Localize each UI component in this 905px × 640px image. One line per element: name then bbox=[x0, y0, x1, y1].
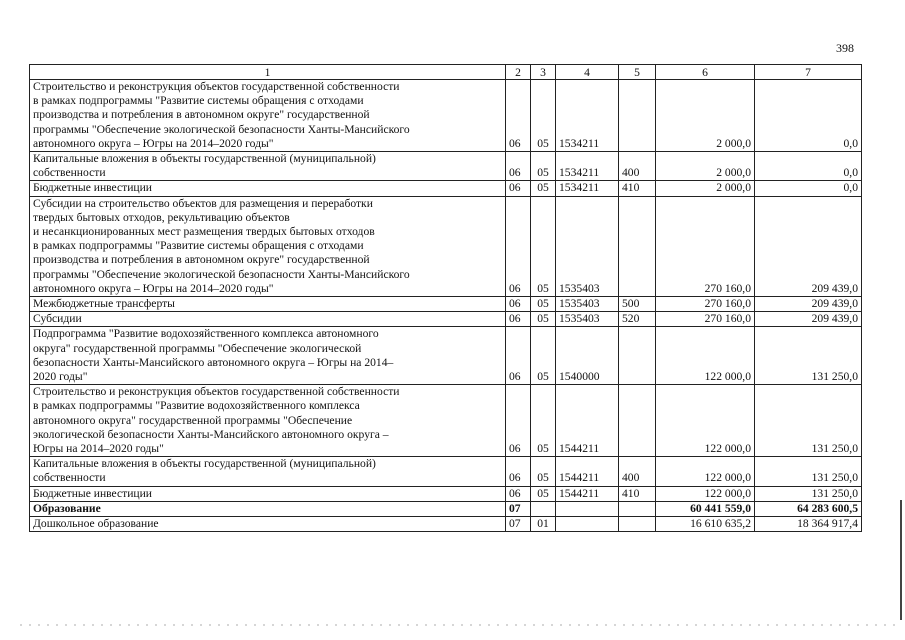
row-section-cell: 06 bbox=[506, 196, 531, 296]
row-subsection-cell: 05 bbox=[531, 385, 556, 457]
row-name-line: Бюджетные инвестиции bbox=[33, 181, 153, 195]
row-name-cell bbox=[30, 80, 506, 152]
row-subsection-cell: 05 bbox=[531, 457, 556, 486]
header-col-1: 1 bbox=[30, 65, 506, 80]
row-name-line: безопасности Ханты-Мансийского автономного округа – Югры на 2014– bbox=[33, 355, 394, 369]
row-sum-2014-cell: 16 610 635,2 bbox=[656, 517, 755, 532]
header-col-4: 4 bbox=[556, 65, 619, 80]
row-sum-2014-cell: 2 000,0 bbox=[656, 152, 755, 181]
row-section-cell: 06 bbox=[506, 297, 531, 312]
row-subsection-cell: 05 bbox=[531, 486, 556, 501]
row-code-cell: 1544211 bbox=[556, 385, 619, 457]
row-sum-2015-cell: 131 250,0 bbox=[755, 385, 862, 457]
row-name-line: в рамках подпрограммы "Развитие системы обращения с отходами bbox=[33, 239, 364, 253]
row-name-line: автономного округа – Югры на 2014–2020 годы" bbox=[33, 136, 274, 150]
row-name-line: в рамках подпрограммы "Развитие водохозяйственного комплекса bbox=[33, 399, 360, 413]
row-code-cell: 1535403 bbox=[556, 196, 619, 296]
page-number: 398 bbox=[836, 41, 854, 55]
row-type-cell bbox=[619, 196, 656, 296]
row-type-cell bbox=[619, 80, 656, 152]
row-name-line: Подпрограмма "Развитие водохозяйственного комплекса автономного bbox=[33, 327, 379, 341]
header-col-5: 5 bbox=[619, 65, 656, 80]
row-name-line: Субсидии на строительство объектов для размещения и переработки bbox=[33, 196, 373, 210]
table-row bbox=[30, 312, 862, 327]
header-col-6: 6 bbox=[656, 65, 755, 80]
row-name-cell bbox=[30, 181, 506, 196]
row-section-cell: 07 bbox=[506, 501, 531, 516]
row-sum-2015-cell: 64 283 600,5 bbox=[755, 501, 862, 516]
row-name-cell bbox=[30, 297, 506, 312]
table-row bbox=[30, 196, 862, 296]
table-row bbox=[30, 297, 862, 312]
row-subsection-cell bbox=[531, 501, 556, 516]
row-name-line: Дошкольное образование bbox=[33, 517, 159, 531]
row-code-cell bbox=[556, 501, 619, 516]
row-code-cell: 1534211 bbox=[556, 181, 619, 196]
table-row bbox=[30, 517, 862, 532]
row-type-cell: 500 bbox=[619, 297, 656, 312]
row-sum-2014-cell: 2 000,0 bbox=[656, 80, 755, 152]
row-name-line: Строительство и реконструкция объектов государственной собственности bbox=[33, 385, 400, 399]
row-name-line: программы "Обеспечение экологической безопасности Ханты-Мансийского bbox=[33, 122, 410, 136]
row-section-cell: 06 bbox=[506, 152, 531, 181]
row-subsection-cell: 01 bbox=[531, 517, 556, 532]
row-name-line: Капитальные вложения в объекты государственной (муниципальной) bbox=[33, 457, 376, 471]
row-name-cell bbox=[30, 385, 506, 457]
row-sum-2015-cell: 209 439,0 bbox=[755, 312, 862, 327]
row-subsection-cell: 05 bbox=[531, 312, 556, 327]
row-name-cell bbox=[30, 152, 506, 181]
table-row bbox=[30, 501, 862, 516]
row-sum-2014-cell: 122 000,0 bbox=[656, 486, 755, 501]
table-row bbox=[30, 152, 862, 181]
row-subsection-cell: 05 bbox=[531, 181, 556, 196]
row-name-line: Межбюджетные трансферты bbox=[33, 297, 175, 311]
row-name-line: в рамках подпрограммы "Развитие системы обращения с отходами bbox=[33, 94, 364, 108]
row-name-line: программы "Обеспечение экологической безопасности Ханты-Мансийского bbox=[33, 267, 410, 281]
row-sum-2014-cell: 2 000,0 bbox=[656, 181, 755, 196]
table-row bbox=[30, 486, 862, 501]
row-name-line: собственности bbox=[33, 166, 106, 180]
row-sum-2014-cell: 270 160,0 bbox=[656, 312, 755, 327]
row-subsection-cell: 05 bbox=[531, 196, 556, 296]
table-row bbox=[30, 80, 862, 152]
row-code-cell: 1534211 bbox=[556, 152, 619, 181]
row-name-line: Образование bbox=[33, 501, 101, 515]
row-code-cell: 1544211 bbox=[556, 457, 619, 486]
table-row bbox=[30, 385, 862, 457]
row-subsection-cell: 05 bbox=[531, 152, 556, 181]
row-section-cell: 06 bbox=[506, 181, 531, 196]
row-section-cell: 06 bbox=[506, 312, 531, 327]
header-col-3: 3 bbox=[531, 65, 556, 80]
row-type-cell: 410 bbox=[619, 486, 656, 501]
row-name-line: производства и потребления в автономном округе" государственной bbox=[33, 253, 370, 267]
row-name-line: Капитальные вложения в объекты государственной (муниципальной) bbox=[33, 152, 376, 166]
row-section-cell: 06 bbox=[506, 385, 531, 457]
row-subsection-cell: 05 bbox=[531, 297, 556, 312]
row-name-cell bbox=[30, 312, 506, 327]
row-sum-2015-cell: 131 250,0 bbox=[755, 457, 862, 486]
row-code-cell: 1535403 bbox=[556, 312, 619, 327]
row-name-line: автономного округа – Югры на 2014–2020 годы" bbox=[33, 281, 274, 295]
table-row bbox=[30, 457, 862, 486]
row-name-line: твердых бытовых отходов, рекультивацию объектов bbox=[33, 210, 290, 224]
row-name-cell bbox=[30, 327, 506, 385]
row-subsection-cell: 05 bbox=[531, 80, 556, 152]
row-sum-2015-cell: 209 439,0 bbox=[755, 297, 862, 312]
table-row bbox=[30, 327, 862, 385]
row-name-cell bbox=[30, 501, 506, 516]
header-col-2: 2 bbox=[506, 65, 531, 80]
row-sum-2014-cell: 270 160,0 bbox=[656, 297, 755, 312]
row-name-cell bbox=[30, 517, 506, 532]
row-sum-2014-cell: 122 000,0 bbox=[656, 385, 755, 457]
row-sum-2014-cell: 122 000,0 bbox=[656, 457, 755, 486]
row-section-cell: 06 bbox=[506, 80, 531, 152]
row-name-line: и несанкционированных мест размещения твердых бытовых отходов bbox=[33, 225, 375, 239]
row-name-line: автономного округа" государственной программы "Обеспечение bbox=[33, 413, 353, 427]
table-header-row bbox=[30, 65, 862, 80]
row-sum-2015-cell: 0,0 bbox=[755, 152, 862, 181]
row-name-line: собственности bbox=[33, 471, 106, 485]
row-code-cell: 1540000 bbox=[556, 327, 619, 385]
row-name-line: Строительство и реконструкция объектов государственной собственности bbox=[33, 80, 400, 93]
scan-noise-line bbox=[20, 624, 900, 626]
row-sum-2014-cell: 60 441 559,0 bbox=[656, 501, 755, 516]
row-type-cell: 400 bbox=[619, 457, 656, 486]
row-sum-2014-cell: 122 000,0 bbox=[656, 327, 755, 385]
scan-edge-mark bbox=[900, 500, 902, 620]
row-sum-2015-cell: 18 364 917,4 bbox=[755, 517, 862, 532]
row-type-cell bbox=[619, 385, 656, 457]
row-code-cell: 1535403 bbox=[556, 297, 619, 312]
row-sum-2015-cell: 131 250,0 bbox=[755, 327, 862, 385]
row-sum-2015-cell: 131 250,0 bbox=[755, 486, 862, 501]
row-type-cell: 400 bbox=[619, 152, 656, 181]
row-sum-2015-cell: 0,0 bbox=[755, 181, 862, 196]
table-body bbox=[30, 80, 862, 532]
row-name-line: округа" государственной программы "Обеспечение экологической bbox=[33, 341, 362, 355]
budget-table bbox=[29, 64, 862, 532]
row-sum-2014-cell: 270 160,0 bbox=[656, 196, 755, 296]
table-row bbox=[30, 181, 862, 196]
row-section-cell: 06 bbox=[506, 457, 531, 486]
row-name-line: Бюджетные инвестиции bbox=[33, 486, 153, 500]
row-type-cell bbox=[619, 517, 656, 532]
row-type-cell: 410 bbox=[619, 181, 656, 196]
row-name-cell bbox=[30, 196, 506, 296]
row-section-cell: 07 bbox=[506, 517, 531, 532]
row-sum-2015-cell: 0,0 bbox=[755, 80, 862, 152]
header-col-7: 7 bbox=[755, 65, 862, 80]
row-type-cell: 520 bbox=[619, 312, 656, 327]
row-code-cell: 1534211 bbox=[556, 80, 619, 152]
row-section-cell: 06 bbox=[506, 327, 531, 385]
row-name-cell bbox=[30, 486, 506, 501]
row-name-line: производства и потребления в автономном округе" государственной bbox=[33, 108, 370, 122]
row-subsection-cell: 05 bbox=[531, 327, 556, 385]
row-name-line: Югры на 2014–2020 годы" bbox=[33, 442, 164, 456]
row-name-line: 2020 годы" bbox=[33, 370, 88, 384]
row-section-cell: 06 bbox=[506, 486, 531, 501]
row-name-line: экологической безопасности Ханты-Мансийского автономного округа – bbox=[33, 427, 389, 441]
row-code-cell: 1544211 bbox=[556, 486, 619, 501]
row-sum-2015-cell: 209 439,0 bbox=[755, 196, 862, 296]
row-type-cell bbox=[619, 501, 656, 516]
row-name-cell bbox=[30, 457, 506, 486]
row-code-cell bbox=[556, 517, 619, 532]
row-type-cell bbox=[619, 327, 656, 385]
row-name-line: Субсидии bbox=[33, 312, 82, 326]
